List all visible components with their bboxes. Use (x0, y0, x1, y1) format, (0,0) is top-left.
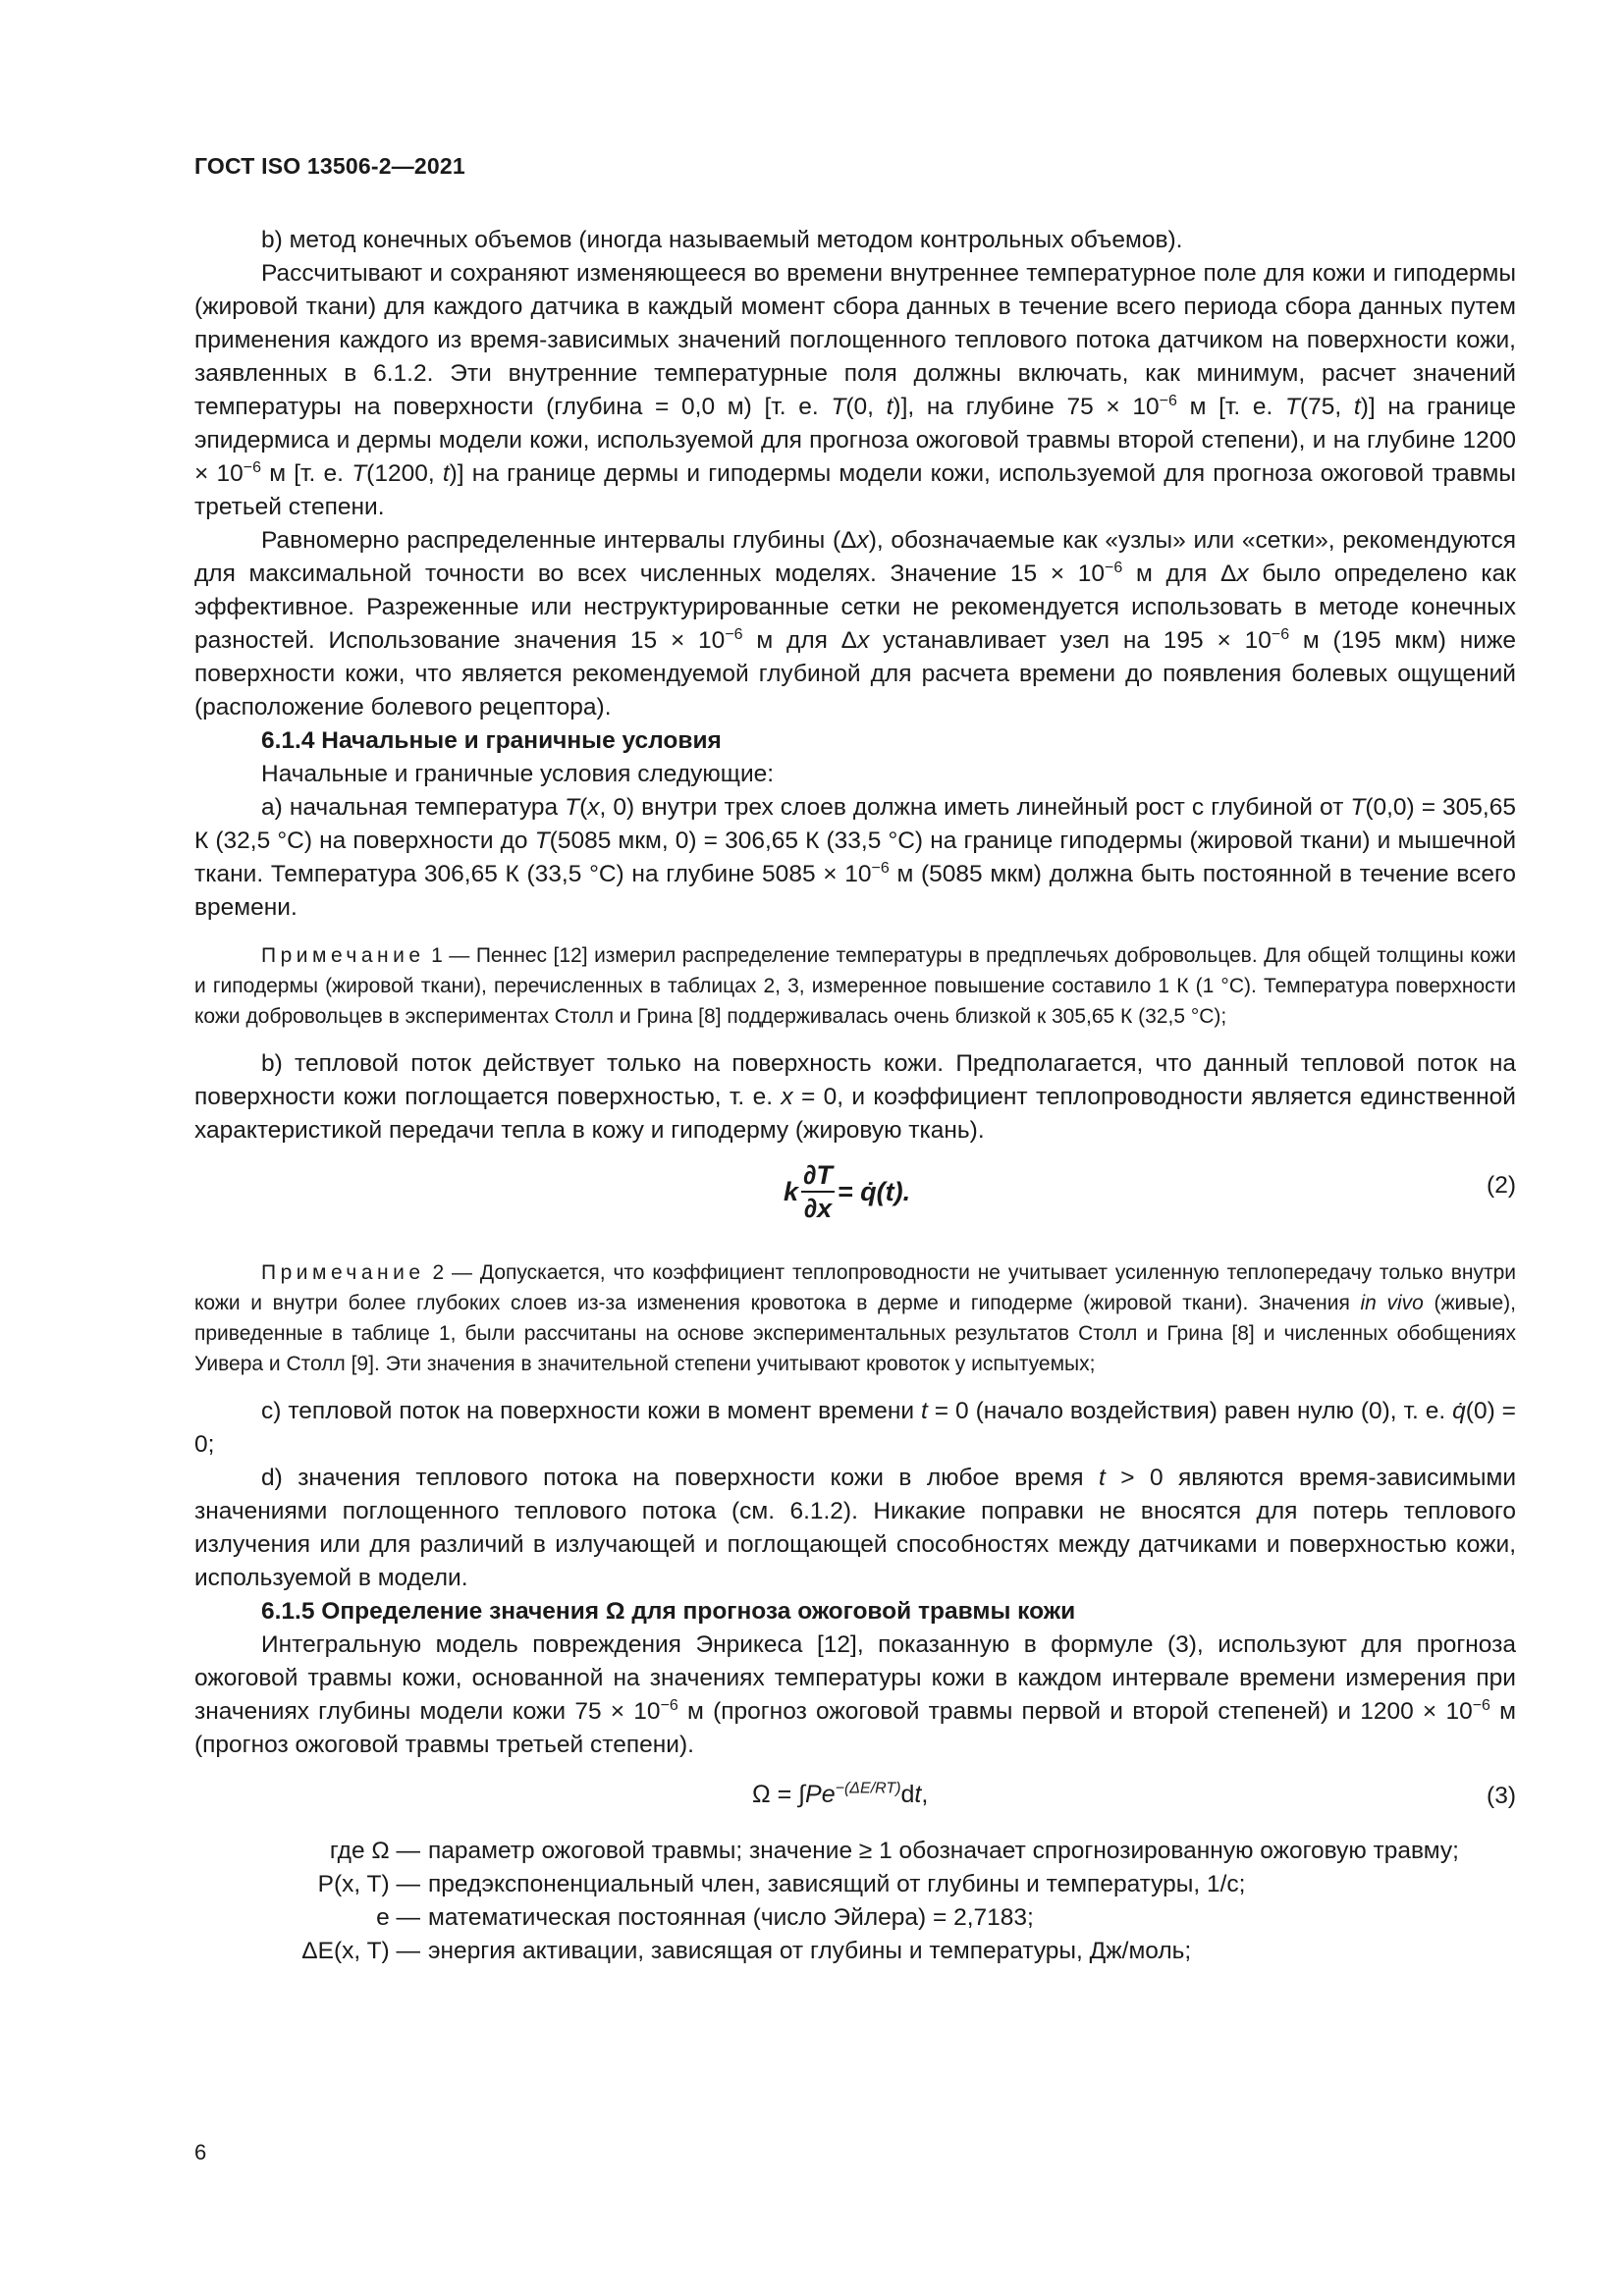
note-2: Примечание 2 — Допускается, что коэффициент теплопроводности не учитывает усиленную теплопередачу только внутри кожи и внутри более глубоких слоев из-за изменения кровотока в дерме и гиподерме (жировой ткани). Значения in vivo (живые), приведенные в таблице 1, были рассчитаны на основе экспериментальных результатов Столл и Грина [8] и численных обобщениях Уивера и Столл [9]. Эти значения в значительной степени учитывают кровоток у испытуемых; (194, 1261, 1516, 1375)
paragraph-depth-intervals: Равномерно распределенные интервалы глубины (Δx), обозначаемые как «узлы» или «сетки», рекомендуются для максимальной точности во всех численных моделях. Значение $15 \times 10^{-6}$ м для Δx было определено как эффективное. Разреженные или неструктурированные сетки не рекомендуется использовать в методе конечных разностей. Использование значения $15 \times 10^{-6}$ м для Δx устанавливает узел на $195 \times 10^{-6}$ м (195 мкм) ниже поверхности кожи, что является рекомендуемой глубиной для расчета времени до появления болевых ощущений (расположение болевого рецептора). (194, 527, 1516, 721)
definition-row: где Ω — параметр ожоговой травмы; значение ≥ 1 обозначает спрогнозированную ожоговую травму; (329, 1838, 1459, 1864)
definition-row: P(x, T) — предэкспоненциальный член, зависящий от глубины и температуры, 1/с; (317, 1871, 1246, 1897)
formula-2-expression: k $\frac{\partial T}{\partial x}$ = q̇(t). (784, 1160, 911, 1223)
paragraph-condition-c: с) тепловой поток на поверхности кожи в момент времени t = 0 (начало воздействия) равен нулю (0), т. е. q̇(0) = 0; (194, 1398, 1516, 1458)
paragraph-condition-d: d) значения теплового потока на поверхности кожи в любое время t > 0 являются время-зависимыми значениями поглощенного теплового потока (см. 6.1.2). Никакие поправки не вносятся для потерь теплового излучения или для различий в излучающей и поглощающей способностях между датчиками и поверхностью кожи, используемой в модели. (194, 1465, 1517, 1591)
formula-3-expression: $\Omega = \int Pe^{-(\Delta E/RT)}dt$, (752, 1780, 929, 1808)
formula-2 (194, 1151, 1516, 1242)
paragraph-method-b: b) метод конечных объемов (иногда называемый методом контрольных объемов). (261, 227, 1183, 253)
formula-2-number: (2) (1487, 1172, 1516, 1199)
formula-3-number: (3) (1487, 1783, 1516, 1809)
paragraph-condition-b: b) тепловой поток действует только на поверхность кожи. Предполагается, что данный тепловой поток на поверхности кожи поглощается поверхностью, т. е. x = 0, и коэффициент теплопроводности является единственной характеристикой передачи тепла в кожу и гиподерму (жировую ткань). (194, 1050, 1516, 1144)
note-1: Примечание 1 — Пеннес [12] измерил распределение температуры в предплечьях добровольцев. Для общей толщины кожи и гиподермы (жировой ткани), перечисленных в таблицах 2, 3, измеренное повышение составило 1 К (1 °С). Температура поверхности кожи добровольцев в экспериментах Столл и Грина [8] поддерживалась очень близкой к 305,65 К (32,5 °С); (194, 944, 1516, 1028)
page-number: 6 (194, 2140, 207, 2164)
section-heading-6-1-5: 6.1.5 Определение значения Ω для прогноза ожоговой травмы кожи (261, 1598, 1076, 1625)
paragraph-condition-a: а) начальная температура T(x, 0) внутри трех слоев должна иметь линейный рост с глубиной от T(0,0) = 305,65 К (32,5 °С) на поверхности до T(5085 мкм, 0) = 306,65 К (33,5 °С) на границе гиподермы (жировой ткани) и мышечной ткани. Температура 306,65 К (33,5 °С) на глубине $5085 \times 10^{-6}$ м (5085 мкм) должна быть постоянной в течение всего времени. (194, 794, 1517, 921)
paragraph-temperature-field: Рассчитывают и сохраняют изменяющееся во времени внутреннее температурное поле для кожи и гиподермы (жировой ткани) для каждого датчика в каждый момент сбора данных в течение всего периода сбора данных путем применения каждого из время-зависимых значений поглощенного теплового потока датчиком на поверхности кожи, заявленных в 6.1.2. Эти внутренние температурные поля должны включать, как минимум, расчет значений температуры на поверхности (глубина = 0,0 м) [т. е. T(0, t)], на глубине $75 \times 10^{-6}$ м [т. е. T(75, t)] на границе эпидермиса и дермы модели кожи, используемой для прогноза ожоговой травмы второй степени), и на глубине $1200 \times 10^{-6}$ м [т. е. T(1200, t)] на границе дермы и гиподермы модели кожи, используемой для прогноза ожоговой травмы третьей степени. (194, 260, 1516, 520)
page-body (194, 224, 1516, 1968)
paragraph-conditions-intro: Начальные и граничные условия следующие: (261, 761, 775, 787)
document-header: ГОСТ ISO 13506-2—2021 (194, 153, 465, 179)
symbol-definitions (194, 1835, 1516, 1968)
definition-row: ΔE(x, T) — энергия активации, зависящая от глубины и температуры, Дж/моль; (301, 1938, 1192, 1964)
section-heading-6-1-4: 6.1.4 Начальные и граничные условия (261, 727, 722, 754)
formula-3 (194, 1770, 1516, 1825)
definition-row: e — математическая постоянная (число Эйлера) = 2,7183; (376, 1904, 1034, 1931)
paragraph-henriques-model: Интегральную модель повреждения Энрикеса [12], показанную в формуле (3), используют для прогноза ожоговой травмы кожи, основанной на значениях температуры кожи в каждом интервале времени измерения при значениях глубины модели кожи $75 \times 10^{-6}$ м (прогноз ожоговой травмы первой и второй степеней) и $1200 \times 10^{-6}$ м (прогноз ожоговой травмы третьей степени). (194, 1631, 1517, 1758)
